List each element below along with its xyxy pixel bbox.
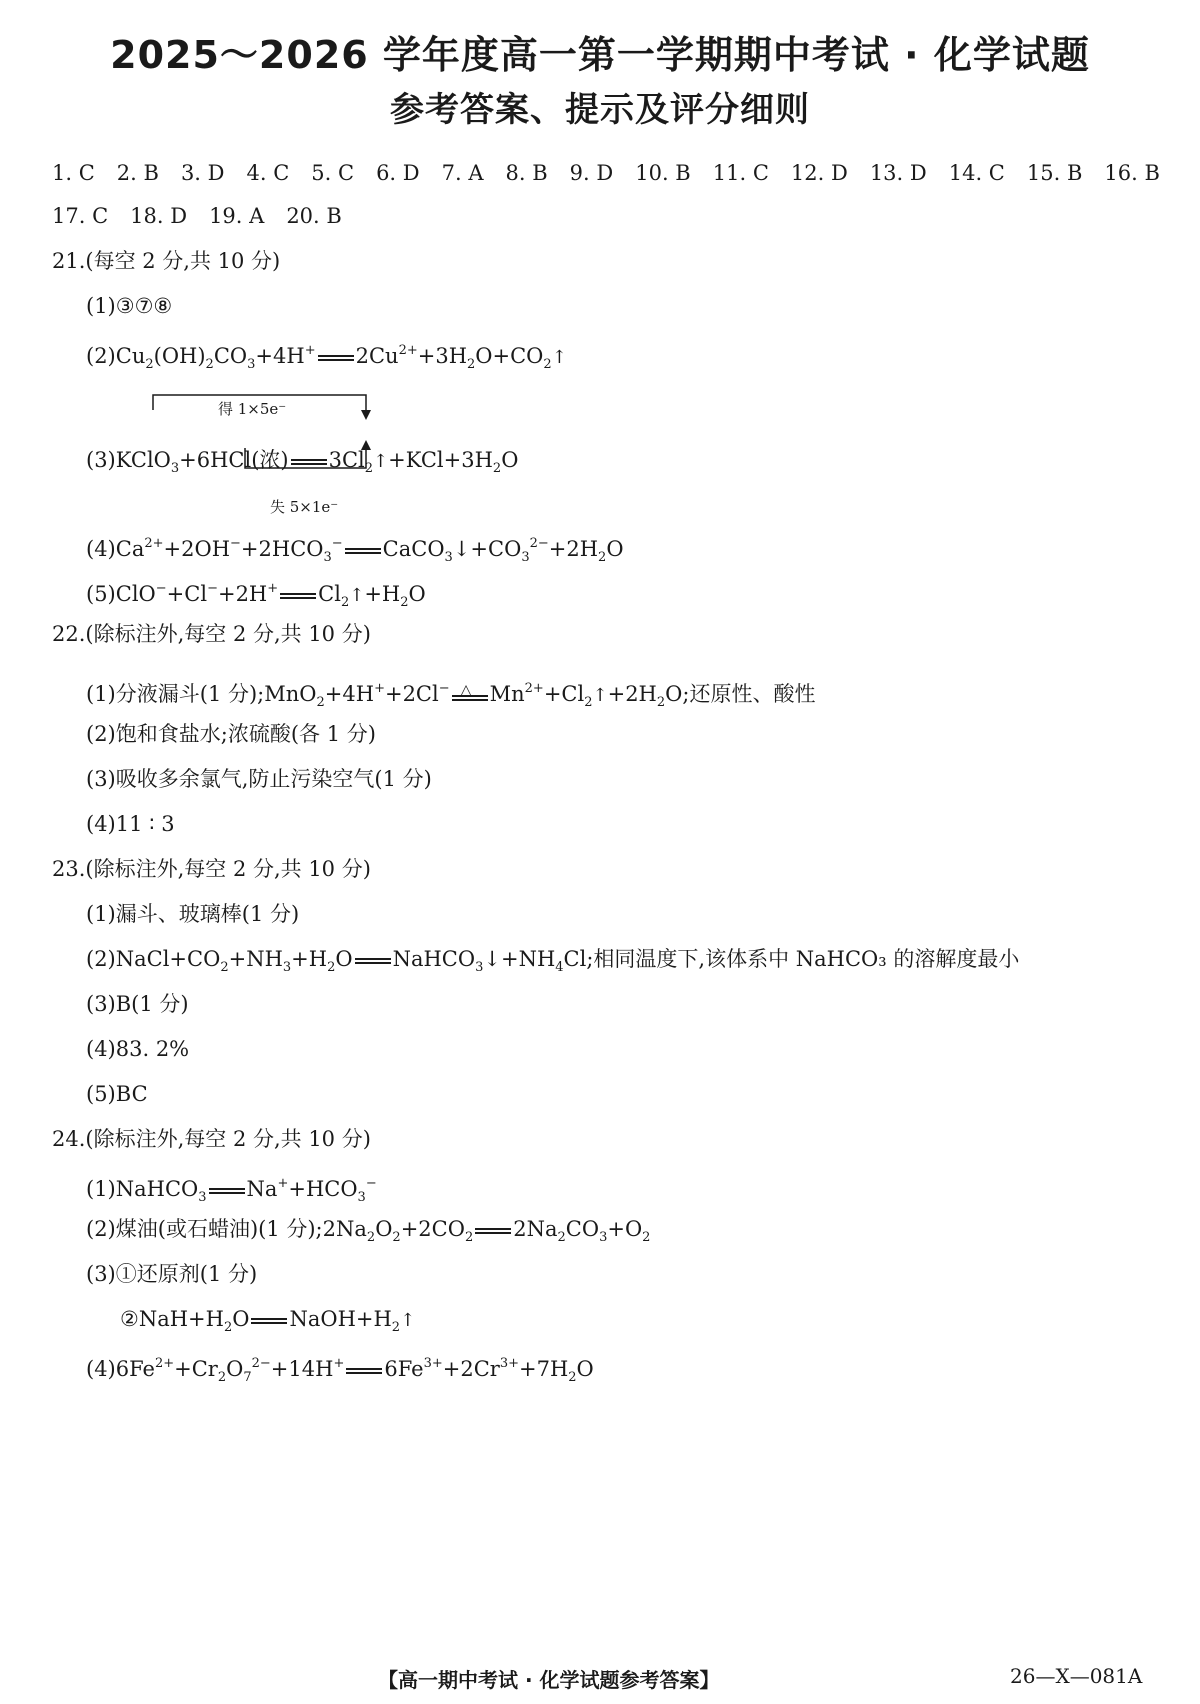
mcq-answer: 15. B bbox=[1026, 161, 1083, 185]
q22-heading: 22.(除标注外,每空 2 分,共 10 分) bbox=[52, 622, 371, 646]
footer-title: 【高一期中考试 · 化学试题参考答案】 bbox=[378, 1668, 720, 1692]
mcq-answer: 5. C bbox=[311, 161, 355, 185]
q23-answer-2: $(2)NaCl+CO_2+NH_3+H_2O$ $NaHCO_3↓+NH_4Cl$;相同温度下,该体系中 NaHCO₃ 的溶解度最小 bbox=[86, 947, 1020, 975]
electron-loss-label: 失 5×1e⁻ bbox=[270, 498, 339, 516]
mcq-answer: 2. B bbox=[116, 161, 159, 185]
q24-answer-2: (2)煤油(或石蜡油)(1 分)$;2Na_2O_2+2CO_2$ $2Na_2CO_3+O_2$ bbox=[86, 1217, 651, 1245]
mcq-answer: 8. B bbox=[505, 161, 548, 185]
q21-answer-5: (5)ClO−+Cl−+2H+ $Cl_2↑+H_2O$ bbox=[86, 581, 426, 610]
mcq-row-2 bbox=[52, 203, 364, 229]
q23-answer-1: (1)漏斗、玻璃棒(1 分) bbox=[86, 902, 300, 926]
mcq-answer: 4. C bbox=[246, 161, 290, 185]
mcq-answer: 9. D bbox=[569, 161, 614, 185]
heating-symbol: △ bbox=[450, 683, 490, 709]
mcq-answer: 11. C bbox=[712, 161, 769, 185]
mcq-answer: 16. B bbox=[1104, 161, 1160, 185]
mcq-row-1 bbox=[52, 160, 1182, 186]
q22-answer-3: (3)吸收多余氯气,防止污染空气(1 分) bbox=[86, 767, 432, 791]
page-subtitle: 参考答案、提示及评分细则 bbox=[390, 90, 810, 130]
electron-gain-label: 得 1×5e⁻ bbox=[218, 400, 287, 418]
mcq-answer: 3. D bbox=[180, 161, 225, 185]
q21-heading: 21.(每空 2 分,共 10 分) bbox=[52, 249, 281, 273]
q23-answer-4: (4)83. 2% bbox=[86, 1037, 190, 1061]
q24-answer-1: (1)NaHCO$_3$ $Na^++HCO_3^-$ bbox=[86, 1176, 377, 1205]
mcq-answer: 10. B bbox=[635, 161, 691, 185]
mcq-answer: 1. C bbox=[52, 161, 95, 185]
q24-heading: 24.(除标注外,每空 2 分,共 10 分) bbox=[52, 1127, 371, 1151]
q22-answer-4: (4)11 ∶ 3 bbox=[86, 812, 175, 836]
q24-answer-3-2: $②NaH+H_2O$ $NaOH+H_2↑$ bbox=[120, 1307, 416, 1335]
mcq-answer: 18. D bbox=[130, 204, 188, 228]
mcq-answer: 19. A bbox=[209, 204, 265, 228]
q21-answer-1: (1)③⑦⑧ bbox=[86, 294, 173, 318]
q24-answer-4: $(4)6Fe^{2+}+Cr_2O_7^{2-}+14H^+$ $6Fe^{3+}+2Cr^{3+}+7H_2O$ bbox=[86, 1356, 594, 1385]
mcq-answer: 7. A bbox=[441, 161, 484, 185]
mcq-answer: 20. B bbox=[286, 204, 342, 228]
mcq-answer: 14. C bbox=[948, 161, 1005, 185]
mcq-answer: 12. D bbox=[790, 161, 848, 185]
q21-answer-4: $(4)Ca^{2+}+2OH^-+2HCO_3^-$ $CaCO_3↓+CO_3^{2-}+2H_2O$ bbox=[86, 536, 624, 565]
page-title: 2025～2026 学年度高一第一学期期中考试 · 化学试题 bbox=[110, 33, 1090, 77]
q24-answer-3-1: (3)①还原剂(1 分) bbox=[86, 1262, 258, 1286]
q23-answer-3: (3)B(1 分) bbox=[86, 992, 189, 1016]
q23-heading: 23.(除标注外,每空 2 分,共 10 分) bbox=[52, 857, 371, 881]
q22-answer-2: (2)饱和食盐水;浓硫酸(各 1 分) bbox=[86, 722, 376, 746]
mcq-answer: 6. D bbox=[376, 161, 420, 185]
mcq-answer: 17. C bbox=[52, 204, 109, 228]
mcq-answer: 13. D bbox=[869, 161, 927, 185]
q21-answer-3: (3)KClO$_3$+6HCl(浓) $3Cl_2↑+KCl+3H_2O$ bbox=[86, 448, 519, 476]
q23-answer-5: (5)BC bbox=[86, 1082, 148, 1106]
q21-answer-2: $(2)Cu_2(OH)_2CO_3+4H^+$ $2Cu^{2+}+3H_2O+CO_2↑$ bbox=[86, 343, 567, 372]
q22-answer-1: (1)分液漏斗(1 分);MnO$_2$+4H++2Cl− △ $Mn^{2+}+Cl_2↑+2H_2O$;还原性、酸性 bbox=[86, 681, 816, 710]
footer-code: 26—X—081A bbox=[1010, 1664, 1143, 1688]
